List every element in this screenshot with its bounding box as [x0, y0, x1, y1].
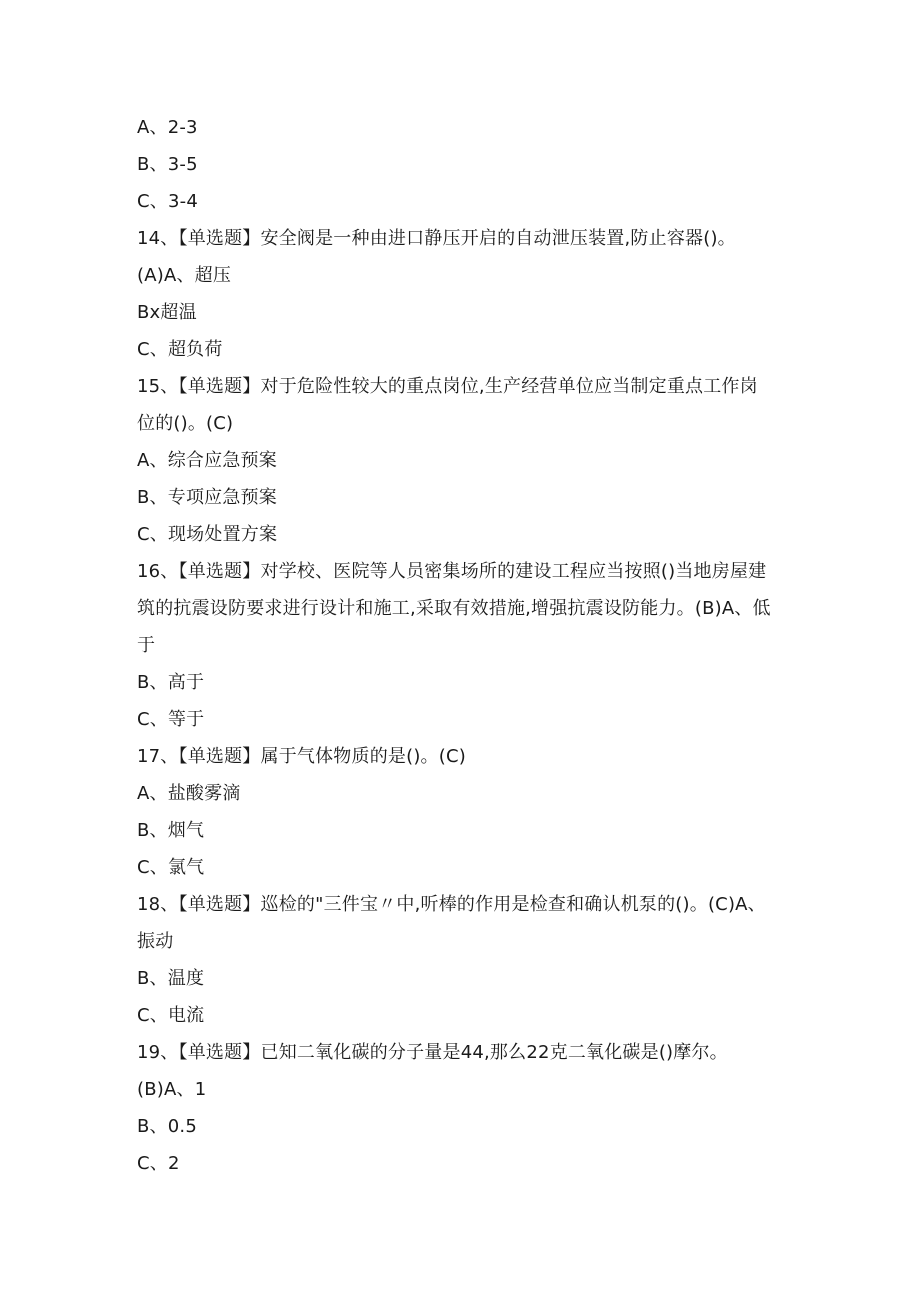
option-line: A、综合应急预案	[137, 450, 277, 471]
option-line: C、电流	[137, 1005, 205, 1026]
document-page	[137, 109, 787, 1182]
option-line: C、2	[137, 1153, 180, 1174]
question-line: 15、【单选题】对于危险性较大的重点岗位,生产经营单位应当制定重点工作岗	[137, 376, 758, 397]
question-line: 18、【单选题】巡检的"三件宝〃中,听棒的作用是检查和确认机泵的()。(C)A、	[137, 894, 766, 915]
option-line: B、0.5	[137, 1116, 197, 1137]
question-line: 位的()。(C)	[137, 413, 234, 434]
option-line: A、2-3	[137, 117, 198, 138]
option-line: A、盐酸雾滴	[137, 783, 241, 804]
option-line: C、等于	[137, 709, 205, 730]
option-line: C、3-4	[137, 191, 198, 212]
question-line: 于	[137, 635, 156, 656]
option-line: (A)A、超压	[137, 265, 232, 286]
option-line: Bx超温	[137, 302, 197, 323]
option-line: C、氯气	[137, 857, 205, 878]
option-line: C、现场处置方案	[137, 524, 278, 545]
question-line: 筑的抗震设防要求进行设计和施工,采取有效措施,增强抗震设防能力。(B)A、低	[137, 598, 771, 619]
question-line: 振动	[137, 931, 174, 952]
option-line: C、超负荷	[137, 339, 223, 360]
question-line: 14、【单选题】安全阀是一种由进口静压开启的自动泄压装置,防止容器()。	[137, 228, 736, 249]
option-line: B、3-5	[137, 154, 198, 175]
question-line: 17、【单选题】属于气体物质的是()。(C)	[137, 746, 466, 767]
option-line: B、烟气	[137, 820, 205, 841]
option-line: B、专项应急预案	[137, 487, 277, 508]
option-line: B、温度	[137, 968, 205, 989]
option-line: B、高于	[137, 672, 205, 693]
question-line: 16、【单选题】对学校、医院等人员密集场所的建设工程应当按照()当地房屋建	[137, 561, 767, 582]
question-line: 19、【单选题】已知二氧化碳的分子量是44,那么22克二氧化碳是()摩尔。	[137, 1042, 728, 1063]
option-line: (B)A、1	[137, 1079, 207, 1100]
